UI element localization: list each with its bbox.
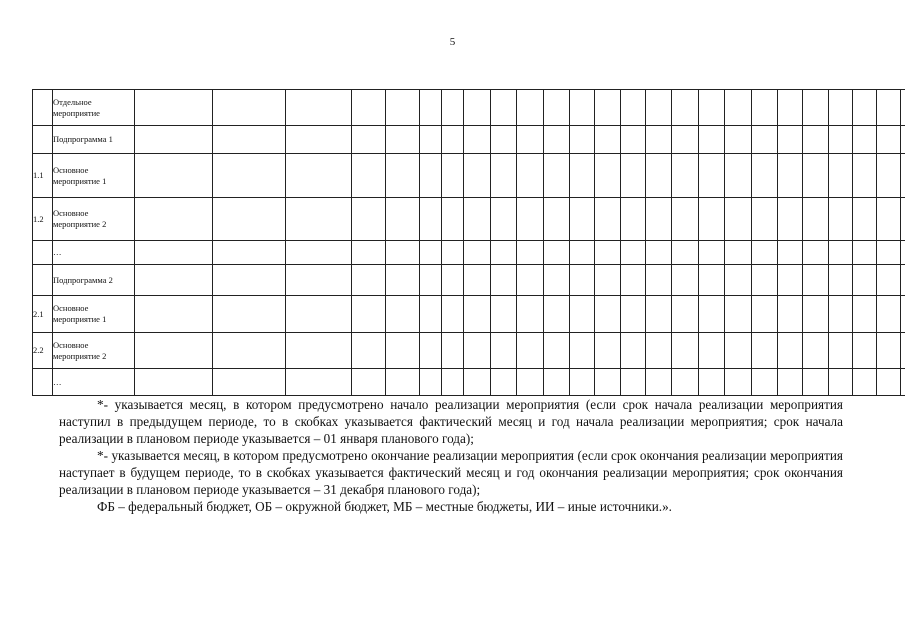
table-row [33,265,905,296]
table-cell [420,241,442,265]
table-cell [544,296,570,333]
table-cell [646,265,672,296]
table-cell [442,154,464,198]
table-cell [517,126,544,154]
table-cell [778,90,803,126]
table-cell [420,198,442,241]
table-cell [464,198,491,241]
table-cell [829,296,853,333]
row-number [33,369,53,396]
table-cell [286,154,352,198]
table-cell [213,241,286,265]
table-cell [699,154,725,198]
table-cell [517,333,544,369]
table-cell [672,154,699,198]
table-cell [901,241,905,265]
table-cell [544,126,570,154]
table-cell [286,241,352,265]
table-cell [544,90,570,126]
table-cell [420,369,442,396]
table-cell [853,369,877,396]
table-cell [386,265,420,296]
table-cell [442,198,464,241]
table-cell [877,265,901,296]
table-cell [544,154,570,198]
table-cell [352,333,386,369]
footnotes [59,396,843,515]
table-cell [286,369,352,396]
table-cell [829,126,853,154]
table-cell [595,90,621,126]
table-row [33,126,905,154]
table-cell [778,241,803,265]
table-cell [853,154,877,198]
table-cell [286,296,352,333]
table-cell [442,369,464,396]
row-name: Подпрограмма 2 [53,265,135,296]
table-cell [803,198,829,241]
table-cell [725,296,752,333]
table-cell [699,198,725,241]
table-cell [672,333,699,369]
row-number: 1.2 [33,198,53,241]
table-cell [442,126,464,154]
table-cell [877,369,901,396]
table-cell [386,296,420,333]
table-cell [803,154,829,198]
table-cell [646,241,672,265]
table-cell [829,241,853,265]
table-cell [491,265,517,296]
table-cell [778,333,803,369]
table-cell [286,265,352,296]
table-cell [420,265,442,296]
table-cell [699,241,725,265]
table-cell [778,265,803,296]
table-cell [352,369,386,396]
table-cell [570,296,595,333]
table-cell [570,154,595,198]
table-cell [420,126,442,154]
table-cell [420,90,442,126]
table-cell [213,333,286,369]
table-cell [464,241,491,265]
page-number: 5 [449,36,456,48]
table-cell [877,154,901,198]
table-cell [752,296,778,333]
table-cell [778,198,803,241]
table-cell [491,333,517,369]
table-cell [672,369,699,396]
table-row [33,333,905,369]
table-cell [752,241,778,265]
table-cell [135,369,213,396]
table-cell [646,369,672,396]
events-table [32,89,905,396]
table-cell [853,126,877,154]
table-cell [699,369,725,396]
table-cell [778,126,803,154]
table-cell [517,296,544,333]
table-cell [725,198,752,241]
table-cell [752,154,778,198]
table-cell [672,241,699,265]
table-cell [135,265,213,296]
row-number: 2.1 [33,296,53,333]
table-cell [213,126,286,154]
table-cell [621,369,646,396]
table-cell [352,126,386,154]
table-cell [699,90,725,126]
table-cell [621,126,646,154]
table-cell [420,154,442,198]
table-cell [286,198,352,241]
table-cell [595,369,621,396]
table-cell [464,265,491,296]
table-cell [901,265,905,296]
table-cell [386,126,420,154]
table-cell [464,333,491,369]
table-cell [901,154,905,198]
table-cell [699,265,725,296]
row-name: … [53,241,135,265]
table-cell [621,241,646,265]
table-cell [646,296,672,333]
row-name: … [53,369,135,396]
table-cell [544,265,570,296]
table-cell [803,333,829,369]
table-cell [752,126,778,154]
table-cell [213,154,286,198]
table-cell [725,333,752,369]
table-cell [829,333,853,369]
table-cell [386,198,420,241]
table-cell [595,265,621,296]
table-cell [464,90,491,126]
table-cell [803,241,829,265]
table-cell [464,154,491,198]
table-row [33,90,905,126]
table-cell [752,90,778,126]
table-cell [853,198,877,241]
table-cell [725,90,752,126]
table-cell [286,333,352,369]
table-cell [803,265,829,296]
table-cell [901,90,905,126]
table-cell [853,333,877,369]
table-cell [420,333,442,369]
table-cell [352,296,386,333]
table-row [33,241,905,265]
table-cell [420,296,442,333]
table-cell [517,154,544,198]
table-cell [386,369,420,396]
table-cell [213,265,286,296]
table-cell [517,369,544,396]
table-cell [646,333,672,369]
table-cell [621,296,646,333]
table-cell [595,154,621,198]
table-cell [517,241,544,265]
table-cell [646,126,672,154]
table-cell [135,154,213,198]
table-row [33,154,905,198]
table-cell [853,90,877,126]
table-cell [803,90,829,126]
footnote-budget-abbreviations: ФБ – федеральный бюджет, ОБ – окружной бюджет, МБ – местные бюджеты, ИИ – иные источники.». [97,499,672,514]
table-cell [570,90,595,126]
table-cell [672,296,699,333]
table-cell [672,90,699,126]
table-row [33,296,905,333]
table-cell [752,198,778,241]
table-cell [442,241,464,265]
table-cell [570,198,595,241]
table-cell [386,154,420,198]
table-cell [352,90,386,126]
table-cell [877,90,901,126]
table-cell [442,333,464,369]
row-number: 2.2 [33,333,53,369]
row-number [33,126,53,154]
row-number: 1.1 [33,154,53,198]
table-cell [544,198,570,241]
table-cell [570,333,595,369]
table-cell [853,296,877,333]
table-cell [544,369,570,396]
table-row [33,369,905,396]
table-cell [877,241,901,265]
table-cell [213,198,286,241]
table-cell [877,333,901,369]
table-cell [621,333,646,369]
table-cell [829,154,853,198]
table-cell [352,265,386,296]
table-cell [725,265,752,296]
table-cell [352,241,386,265]
footnote-start-date: *- указывается месяц, в котором предусмотрено начало реализации мероприятия (если срок начала реализации мероприятия наступил в предыдущем периоде, то в скобках указывается фактический месяц и год начала реализации мероприятия; срок начала реализации в плановом периоде указывается – 01 января планового года); [59,397,843,446]
table-cell [491,198,517,241]
table-cell [699,126,725,154]
table-cell [803,126,829,154]
table-cell [829,369,853,396]
table-cell [595,241,621,265]
table-cell [442,265,464,296]
table-cell [778,154,803,198]
table-cell [442,90,464,126]
table-cell [829,90,853,126]
row-name: Основное мероприятие 1 [53,296,135,333]
table-cell [135,333,213,369]
table-cell [621,265,646,296]
table-cell [213,296,286,333]
table-cell [286,90,352,126]
table-cell [803,296,829,333]
table-cell [544,333,570,369]
table-cell [570,241,595,265]
row-name: Подпрограмма 1 [53,126,135,154]
table-cell [386,241,420,265]
table-cell [752,265,778,296]
row-name: Основное мероприятие 1 [53,154,135,198]
table-cell [286,126,352,154]
table-cell [901,198,905,241]
table-row [33,198,905,241]
table-cell [595,296,621,333]
row-number [33,265,53,296]
table-cell [672,198,699,241]
table-cell [352,198,386,241]
table-cell [829,265,853,296]
table-cell [803,369,829,396]
table-cell [135,296,213,333]
table-cell [386,90,420,126]
table-cell [778,296,803,333]
table-cell [213,369,286,396]
table-cell [135,198,213,241]
table-cell [135,126,213,154]
table-cell [725,154,752,198]
table-cell [853,241,877,265]
table-cell [621,198,646,241]
table-cell [352,154,386,198]
table-cell [491,154,517,198]
table-cell [570,369,595,396]
table-cell [386,333,420,369]
table-cell [491,126,517,154]
table-cell [901,126,905,154]
table-cell [699,333,725,369]
table-cell [877,198,901,241]
table-cell [621,90,646,126]
table-cell [213,90,286,126]
table-cell [491,90,517,126]
table-cell [544,241,570,265]
table-cell [901,369,905,396]
table-cell [877,126,901,154]
table-cell [752,333,778,369]
table-cell [442,296,464,333]
table-cell [135,90,213,126]
table-cell [901,296,905,333]
table-cell [725,126,752,154]
table-cell [570,126,595,154]
table-cell [621,154,646,198]
table-cell [752,369,778,396]
table-cell [877,296,901,333]
row-name: Отдельное мероприятие [53,90,135,126]
table-cell [595,198,621,241]
table-cell [491,241,517,265]
table-cell [725,369,752,396]
table-cell [672,126,699,154]
table-cell [646,154,672,198]
table-cell [491,296,517,333]
table-cell [595,333,621,369]
row-name: Основное мероприятие 2 [53,198,135,241]
table-cell [853,265,877,296]
table-cell [646,90,672,126]
table-cell [570,265,595,296]
row-number [33,90,53,126]
table-cell [464,369,491,396]
table-cell [517,265,544,296]
table-cell [778,369,803,396]
table-cell [135,241,213,265]
table-cell [901,333,905,369]
table-cell [725,241,752,265]
table-cell [672,265,699,296]
row-name: Основное мероприятие 2 [53,333,135,369]
table-cell [464,296,491,333]
table-cell [517,198,544,241]
table-cell [517,90,544,126]
row-number [33,241,53,265]
table-cell [829,198,853,241]
table-cell [699,296,725,333]
table-cell [464,126,491,154]
table-cell [646,198,672,241]
table-cell [595,126,621,154]
table-cell [491,369,517,396]
footnote-end-date: *- указывается месяц, в котором предусмотрено окончание реализации мероприятия (если срок окончания реализации мероприятия наступает в будущем периоде, то в скобках указывается фактический месяц и год окончания реализации мероприятия; срок окончания реализации в плановом периоде указывается – 31 декабря планового года); [59,448,843,497]
